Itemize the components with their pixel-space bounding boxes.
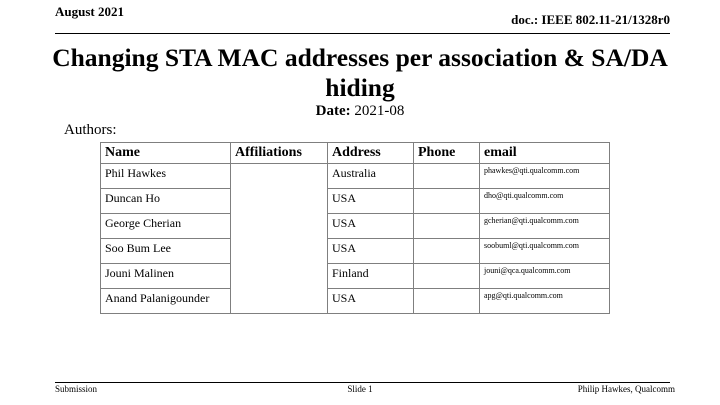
author-email: soobuml@qti.qualcomm.com [480,239,610,264]
footer-author: Philip Hawkes, Qualcomm [577,384,675,394]
column-header-address: Address [328,143,414,164]
column-header-affiliations: Affiliations [231,143,328,164]
author-phone [414,164,480,189]
author-affiliation [231,264,328,289]
author-phone [414,189,480,214]
authors-label: Authors: [64,122,117,138]
header-date: August 2021 [55,4,124,19]
author-name: George Cherian [101,214,231,239]
column-header-email: email [480,143,610,164]
author-phone [414,239,480,264]
table-row [101,264,610,289]
author-affiliation [231,164,328,189]
table-row [101,189,610,214]
author-email: apg@qti.qualcomm.com [480,289,610,314]
author-name: Duncan Ho [101,189,231,214]
table-header-row [101,143,610,164]
table-row [101,164,610,189]
table-row [101,289,610,314]
author-name: Soo Bum Lee [101,239,231,264]
author-address: USA [328,214,414,239]
table-row [101,214,610,239]
author-affiliation [231,189,328,214]
author-email: gcherian@qti.qualcomm.com [480,214,610,239]
author-email: phawkes@qti.qualcomm.com [480,164,610,189]
author-affiliation [231,214,328,239]
author-affiliation [231,289,328,314]
author-name: Anand Palanigounder [101,289,231,314]
author-address: USA [328,289,414,314]
slide-title: Changing STA MAC addresses per association & SA/DA hiding [52,43,668,102]
author-address: Australia [328,164,414,189]
date-label: Date: [315,103,351,119]
header-divider [55,33,670,34]
footer-slide-number: Slide 1 [347,384,373,394]
author-name: Phil Hawkes [101,164,231,189]
column-header-name: Name [101,143,231,164]
column-header-phone: Phone [414,143,480,164]
author-name: Jouni Malinen [101,264,231,289]
author-phone [414,214,480,239]
author-address: USA [328,189,414,214]
footer-submission: Submission [55,384,98,394]
authors-table [100,142,610,314]
author-phone [414,264,480,289]
author-affiliation [231,239,328,264]
author-phone [414,289,480,314]
date-value: 2021-08 [354,103,405,119]
author-email: dho@qti.qualcomm.com [480,189,610,214]
author-address: Finland [328,264,414,289]
table-row [101,239,610,264]
date-line [0,103,720,120]
footer-divider [55,382,670,383]
author-email: jouni@qca.qualcomm.com [480,264,610,289]
header-doc-id: doc.: IEEE 802.11-21/1328r0 [511,12,670,27]
author-address: USA [328,239,414,264]
